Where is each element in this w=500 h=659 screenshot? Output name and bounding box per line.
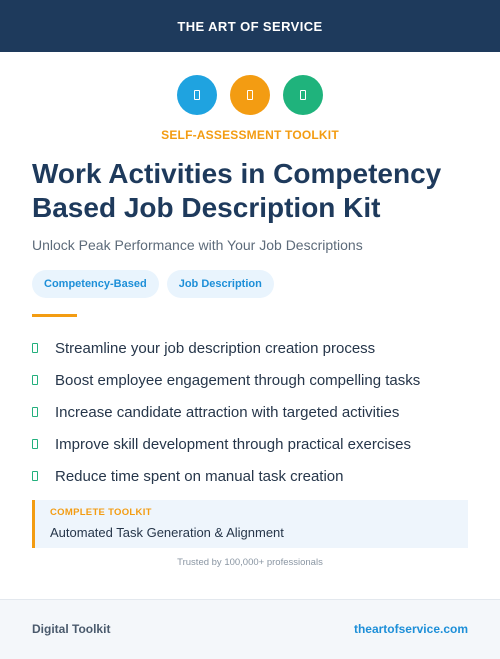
check-icon <box>32 439 38 449</box>
check-icon <box>32 407 38 417</box>
document-icon <box>247 90 253 100</box>
document-icon <box>300 90 306 100</box>
page-title: Work Activities in Competency Based Job Description Kit <box>32 158 442 223</box>
toolkit-callout <box>32 500 468 548</box>
document-icon <box>194 90 200 100</box>
tag-list <box>32 270 274 298</box>
header-bar <box>0 0 500 52</box>
benefit-text: Reduce time spent on manual task creation <box>55 467 344 485</box>
document-icon-blue <box>177 75 217 115</box>
callout-text: Automated Task Generation & Alignment <box>50 525 284 540</box>
benefit-item <box>32 396 472 428</box>
document-icon-orange <box>230 75 270 115</box>
benefit-item <box>32 428 472 460</box>
icon-row <box>0 75 500 115</box>
benefit-item <box>32 332 472 364</box>
benefit-text: Streamline your job description creation process <box>55 339 376 357</box>
benefit-item <box>32 460 472 492</box>
tag-competency-based: Competency-Based <box>32 270 159 298</box>
benefit-text: Improve skill development through practical exercises <box>55 435 411 453</box>
benefit-text: Boost employee engagement through compelling tasks <box>55 371 421 389</box>
check-icon <box>32 471 38 481</box>
callout-label: COMPLETE TOOLKIT <box>50 507 152 518</box>
kicker-label: SELF-ASSESSMENT TOOLKIT <box>161 128 339 142</box>
benefit-list <box>32 332 472 492</box>
tag-job-description: Job Description <box>167 270 274 298</box>
document-icon-green <box>283 75 323 115</box>
brand-title: THE ART OF SERVICE <box>177 18 323 34</box>
accent-divider <box>32 314 77 317</box>
website-link[interactable]: theartofservice.com <box>353 622 468 636</box>
page-subtitle: Unlock Peak Performance with Your Job Descriptions <box>32 237 363 253</box>
footer-bar <box>0 599 500 659</box>
footer-label: Digital Toolkit <box>32 622 111 636</box>
check-icon <box>32 343 38 353</box>
benefit-text: Increase candidate attraction with targeted activities <box>55 403 400 421</box>
trust-line: Trusted by 100,000+ professionals <box>177 557 323 568</box>
check-icon <box>32 375 38 385</box>
benefit-item <box>32 364 472 396</box>
